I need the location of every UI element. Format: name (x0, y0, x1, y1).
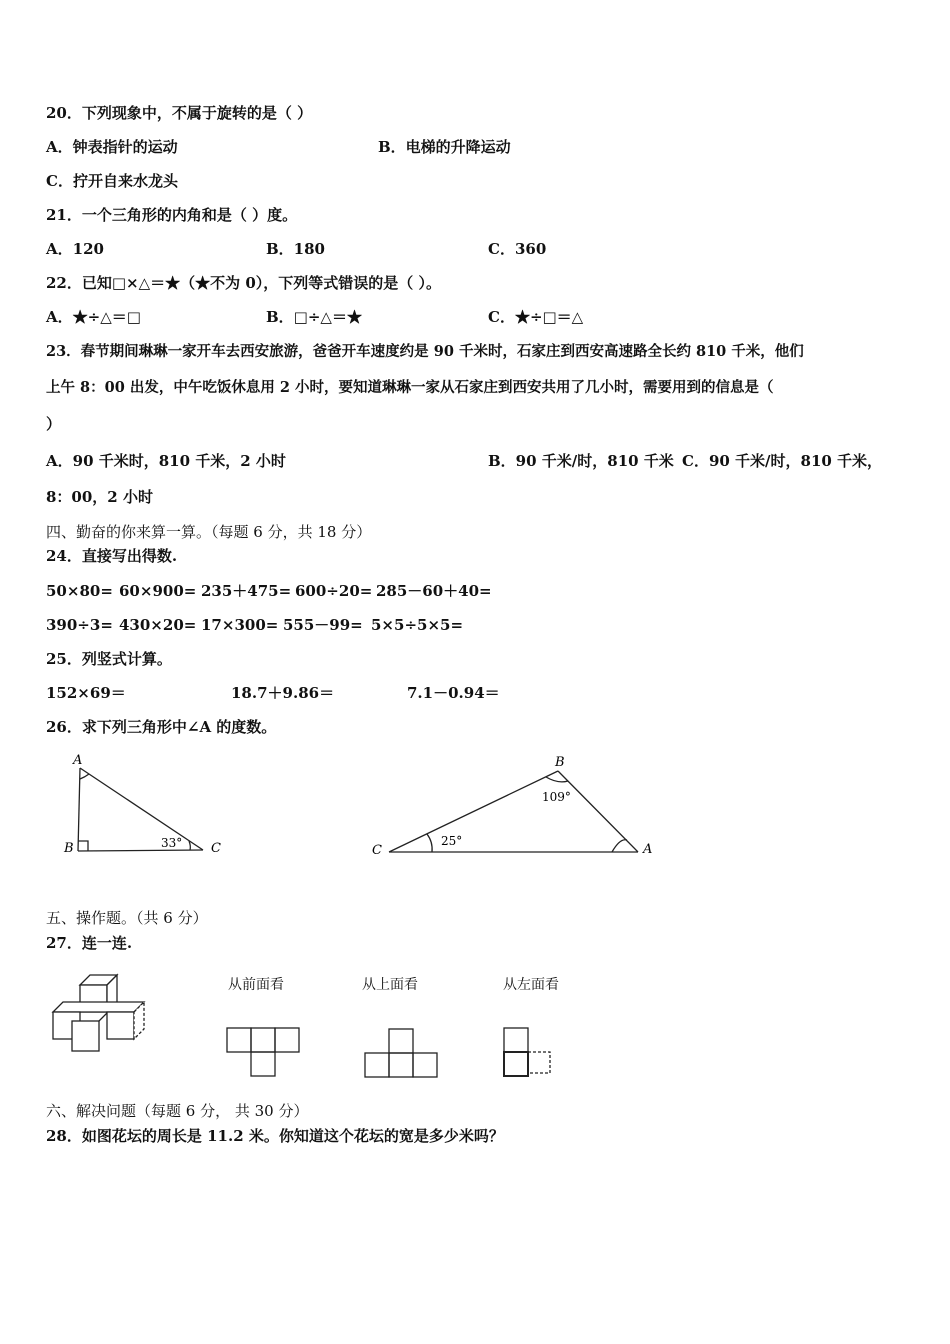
q25-stem: 25．列竖式计算。 (46, 650, 172, 668)
view-label-left: 从左面看 (503, 977, 559, 993)
q24-item: 235＋475= (201, 582, 292, 600)
q25-item: 18.7＋9.86＝ (231, 684, 335, 702)
triangle-2-label-c: C (372, 843, 382, 858)
section5-title: 五、操作题。（共 6 分） (46, 909, 208, 927)
triangle-2-label-b: B (555, 755, 565, 770)
q23-option-b: B．90 千米/时，810 千米 (488, 452, 674, 470)
q22-stem: 22．已知□×△＝★（★不为 0），下列等式错误的是（ ）。 (46, 274, 442, 292)
q21-option-c: C．360 (488, 240, 547, 258)
q26-stem: 26．求下列三角形中∠A 的度数。 (46, 718, 277, 736)
triangle-1-label-a: A (73, 753, 83, 768)
triangle-2-angle-c: 25° (441, 834, 463, 848)
q24-item: 60×900= (119, 582, 197, 600)
q22-option-a: A．★÷△＝□ (46, 308, 141, 326)
q20-option-a: A．钟表指针的运动 (46, 138, 178, 156)
q21-option-b: B．180 (266, 240, 325, 258)
q24-item: 5×5÷5×5= (371, 616, 464, 634)
q23-stem-line1: 23．春节期间琳琳一家开车去西安旅游，爸爸开车速度约是 90 千米时，石家庄到西安高速路全长约 810 千米，他们 (46, 343, 804, 360)
q22-option-b: B．□÷△＝★ (266, 308, 362, 326)
triangle-1-angle-c: 33° (161, 836, 183, 850)
q24-item: 390÷3= (46, 616, 113, 634)
triangle-1-label-c: C (211, 841, 221, 856)
q24-item: 285－60＋40= (376, 582, 492, 600)
q20-option-c: C．拧开自来水龙头 (46, 172, 178, 190)
q24-item: 430×20= (119, 616, 197, 634)
q20-stem: 20．下列现象中，不属于旋转的是（ ） (46, 104, 313, 122)
q21-stem: 21．一个三角形的内角和是（ ）度。 (46, 206, 298, 224)
q21-option-a: A．120 (46, 240, 104, 258)
view-label-front: 从前面看 (228, 977, 284, 993)
q25-item: 152×69＝ (46, 684, 126, 702)
triangle-2-angle-b: 109° (542, 790, 571, 804)
q24-stem: 24．直接写出得数. (46, 547, 178, 565)
q24-item: 600÷20= (295, 582, 373, 600)
q23-option-a: A．90 千米时，810 千米，2 小时 (46, 452, 286, 470)
q23-stem-line3: ） (46, 415, 62, 433)
q25-item: 7.1－0.94＝ (407, 684, 500, 702)
triangle-2-label-a: A (643, 842, 653, 857)
q22-option-c: C．★÷□＝△ (488, 308, 584, 326)
q23-stem-line2: 上午 8：00 出发，中午吃饭休息用 2 小时，要知道琳琳一家从石家庄到西安共用了几小时，需要用到的信息是（ (46, 379, 774, 396)
view-label-top: 从上面看 (362, 977, 418, 993)
q24-item: 50×80= (46, 582, 113, 600)
q28-stem: 28．如图花坛的周长是 11.2 米。你知道这个花坛的宽是多少米吗？ (46, 1127, 504, 1145)
q24-item: 555－99= (283, 616, 363, 634)
section4-title: 四、勤奋的你来算一算。（每题 6 分，共 18 分） (46, 523, 372, 541)
section6-title: 六、解决问题（每题 6 分， 共 30 分） (46, 1102, 309, 1120)
q24-item: 17×300= (201, 616, 279, 634)
q23-option-c: C．90 千米/时，810 千米， (682, 452, 883, 470)
q23-option-c-cont: 8：00，2 小时 (46, 488, 153, 506)
q27-stem: 27．连一连. (46, 934, 133, 952)
q20-option-b: B．电梯的升降运动 (378, 138, 511, 156)
triangle-1-label-b: B (64, 841, 74, 856)
